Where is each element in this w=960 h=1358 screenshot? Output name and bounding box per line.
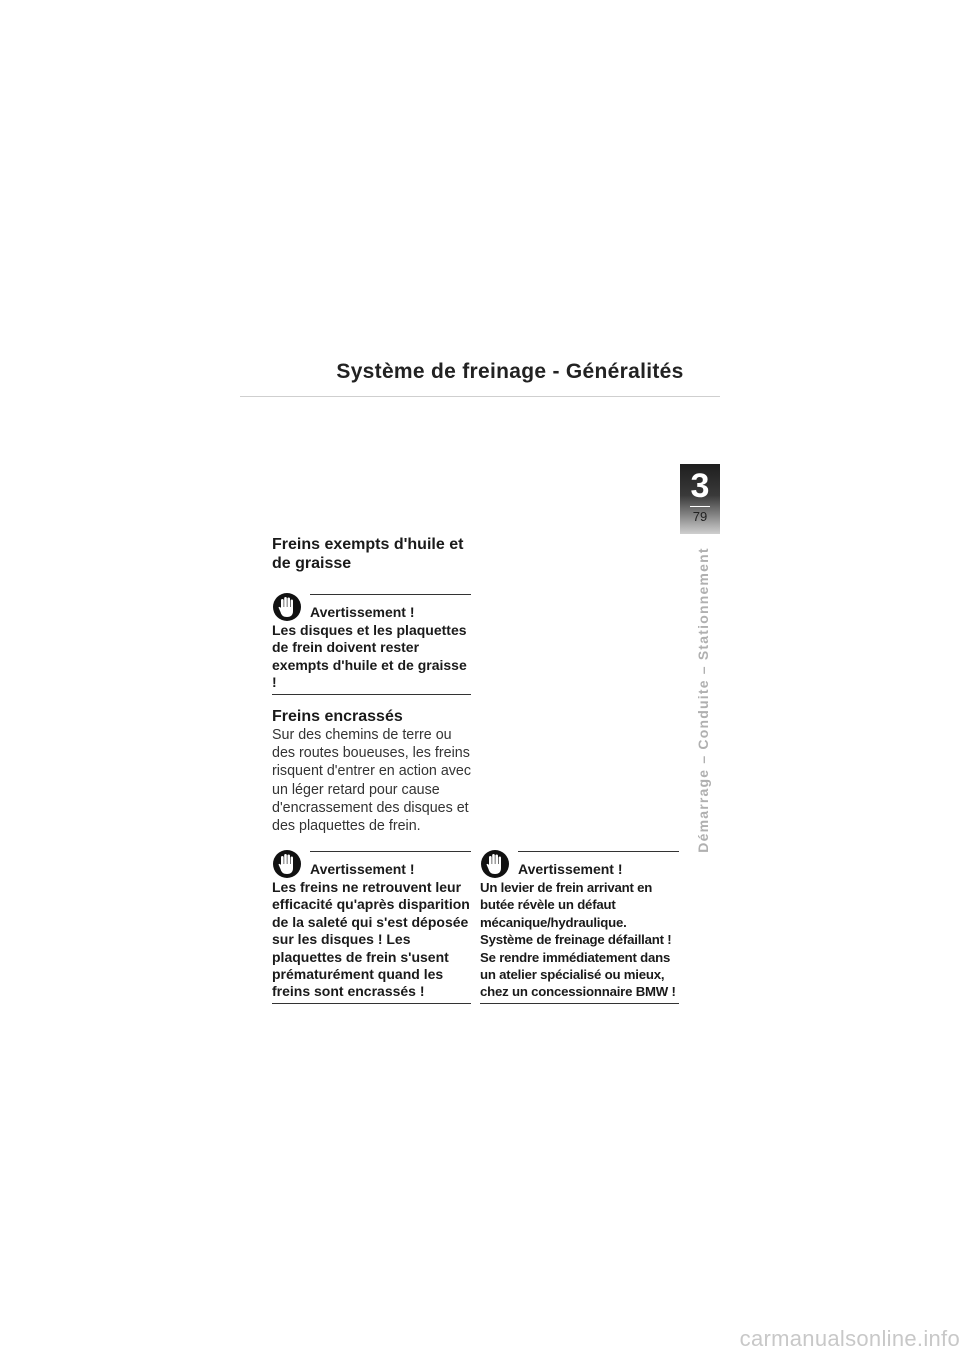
warning-top-rule <box>310 851 471 852</box>
warning-text: Les disques et les plaquettes de frein doivent rester exempts d'huile et de graisse ! <box>272 622 467 691</box>
chapter-side-caption: Démarrage – Conduite – Stationnement <box>695 547 711 853</box>
stop-hand-icon <box>272 849 302 879</box>
chapter-tab-divider <box>690 506 710 507</box>
warning-text: Les freins ne retrouvent leur efficacité qu'après disparition de la saleté qui s'est déposée sur les disques ! Les plaquettes de frein s'usent prématurément quand les freins sont encrassés ! <box>272 879 470 1000</box>
stop-hand-icon <box>272 592 302 622</box>
footer-watermark: carmanualsonline.info <box>739 1326 960 1351</box>
warning-text: Un levier de frein arrivant en butée révèle un défaut mécanique/hydraulique. Système de freinage défaillant ! Se rendre immédiatement dans un atelier spécialisé ou mieux, chez un concessionnaire BMW ! <box>480 880 676 1000</box>
section-heading-oil-free: Freins exempts d'huile et de graisse <box>272 536 464 572</box>
warning-bottom-rule <box>272 1003 471 1004</box>
warning-box-brake-lever <box>480 849 679 1004</box>
title-divider <box>240 396 720 397</box>
section-heading-dirty-brakes: Freins encrassés <box>272 708 403 725</box>
warning-top-rule <box>310 594 471 595</box>
page-number: 79 <box>692 509 708 524</box>
warning-label: Avertissement ! <box>310 604 415 620</box>
warning-label: Avertissement ! <box>518 861 623 877</box>
chapter-number: 3 <box>690 467 710 505</box>
warning-bottom-rule <box>272 694 471 695</box>
page-title: Système de freinage - Généralités <box>336 360 684 383</box>
warning-top-rule <box>518 851 679 852</box>
warning-label: Avertissement ! <box>310 861 415 877</box>
body-paragraph-dirty-brakes: Sur des chemins de terre ou des routes boueuses, les freins risquent d'entrer en action avec un léger retard pour cause d'encrassement des disques et des plaquettes de frein. <box>272 727 472 835</box>
stop-hand-icon <box>480 849 510 879</box>
warning-box-dirty-brakes <box>272 849 471 1004</box>
warning-box-oil-free <box>272 592 471 695</box>
warning-bottom-rule <box>480 1003 679 1004</box>
